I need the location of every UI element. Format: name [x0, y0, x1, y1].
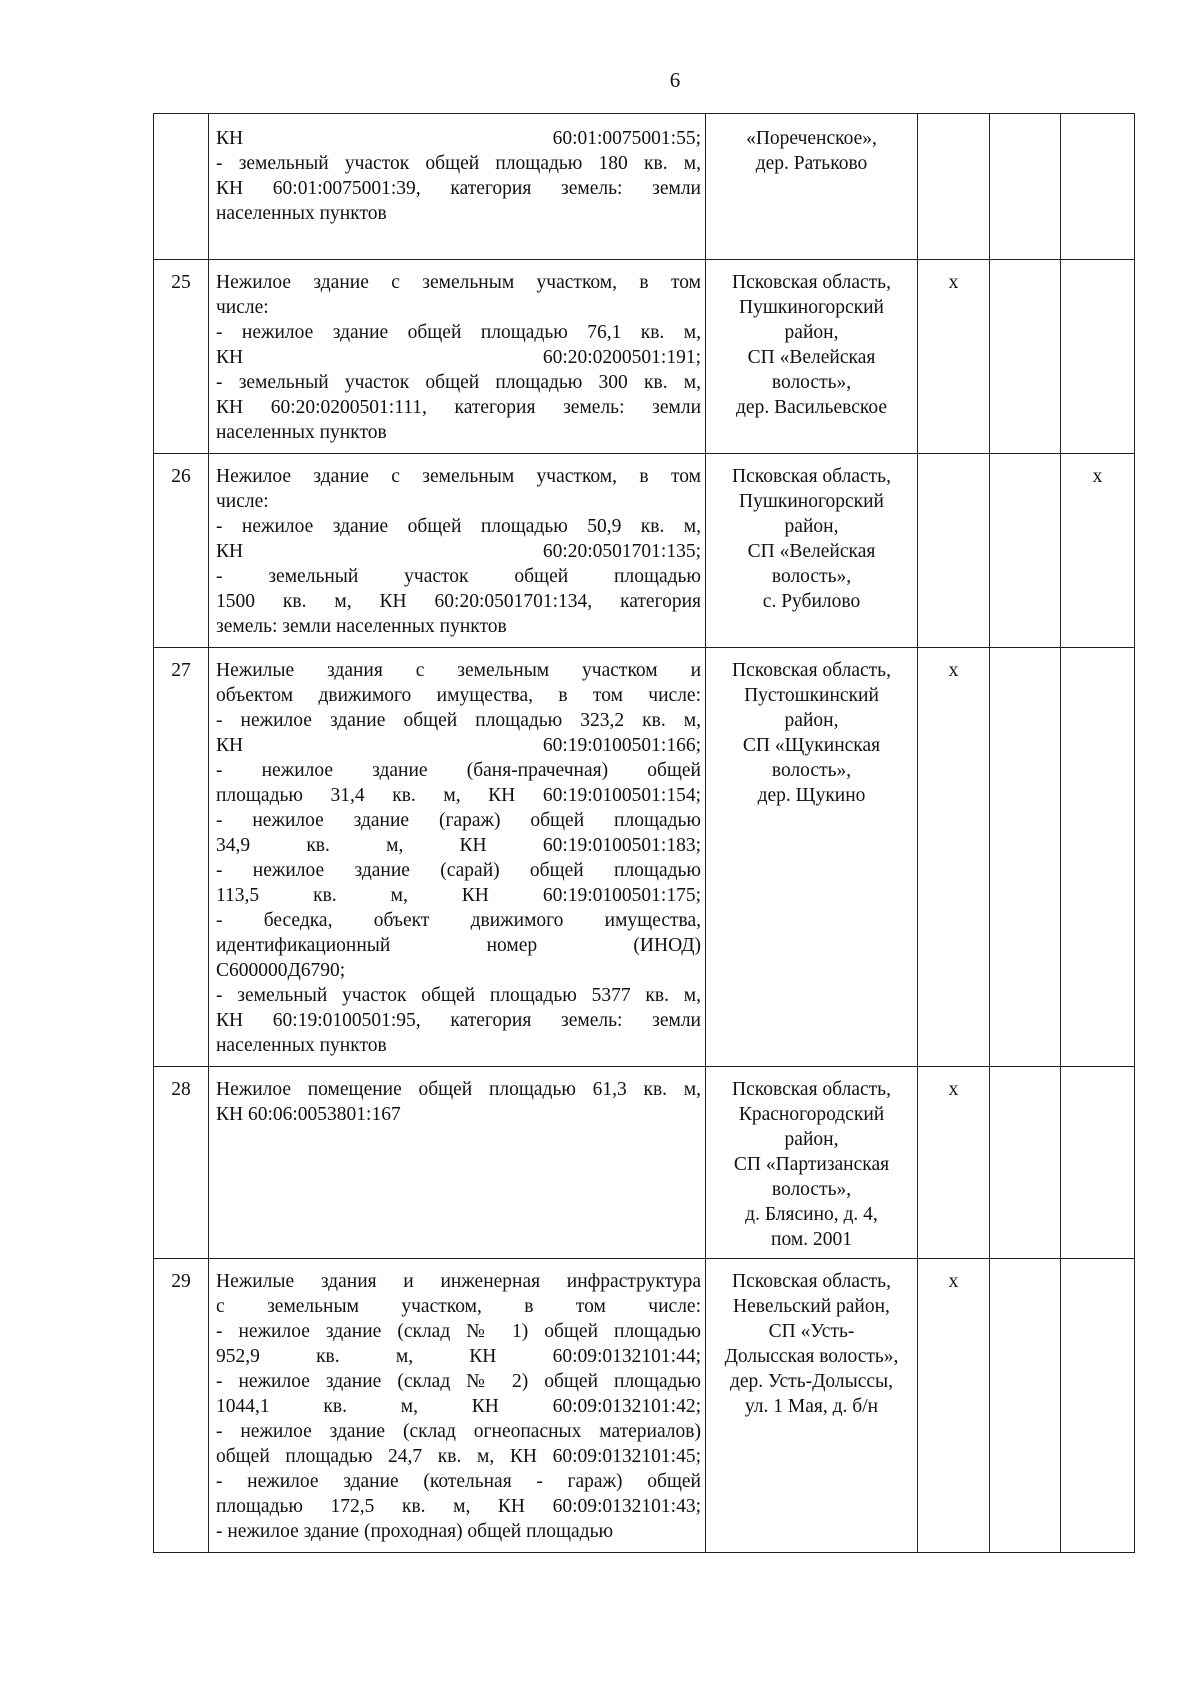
object-description — [209, 648, 706, 1067]
description-line: - земельный участок общей площадью 300 кв. м, — [216, 372, 701, 393]
object-location — [706, 1067, 918, 1259]
description-line: площадью 31,4 кв. м, КН 60:19:0100501:154; — [216, 785, 701, 806]
object-location — [706, 648, 918, 1067]
location-line: Невельский район, — [733, 1296, 890, 1317]
description-line: Нежилое помещение общей площадью 61,3 кв. м, — [216, 1079, 701, 1100]
location-line: СП «Усть- — [768, 1321, 855, 1342]
row-number — [154, 114, 209, 260]
location-line: дер. Щукино — [757, 785, 866, 806]
location-line: дер. Усть-Долыссы, — [729, 1371, 894, 1392]
description-line: - нежилое здание общей площадью 323,2 кв. м, — [216, 710, 701, 731]
mark-cell-1: х — [918, 1067, 990, 1259]
description-line: КН 60:20:0200501:191; — [216, 347, 701, 368]
mark-cell-1: х — [918, 648, 990, 1067]
mark-cell-3 — [1061, 1259, 1135, 1553]
description-line: 113,5 кв. м, КН 60:19:0100501:175; — [216, 885, 701, 906]
mark-cell-2 — [990, 1259, 1061, 1553]
description-line: - земельный участок общей площадью — [216, 566, 701, 587]
object-location — [706, 1259, 918, 1553]
mark-cell-3 — [1061, 648, 1135, 1067]
description-line: площадью 172,5 кв. м, КН 60:09:0132101:43; — [216, 1496, 701, 1517]
description-line: общей площадью 24,7 кв. м, КН 60:09:0132101:45; — [216, 1446, 701, 1467]
location-line: СП «Велейская — [747, 541, 876, 562]
object-description — [209, 454, 706, 648]
location-line: СП «Щукинская — [742, 735, 881, 756]
object-description — [209, 114, 706, 260]
mark-cell-3 — [1061, 114, 1135, 260]
mark-cell-1 — [918, 114, 990, 260]
location-line: пом. 2001 — [771, 1229, 852, 1250]
mark-cell-2 — [990, 648, 1061, 1067]
row-number: 29 — [154, 1259, 209, 1553]
location-line: волость», — [771, 566, 852, 587]
location-line: д. Блясино, д. 4, — [745, 1204, 878, 1225]
location-line: волость», — [771, 760, 852, 781]
description-line: числе: — [216, 297, 269, 318]
description-line: КН 60:01:0075001:55; — [216, 128, 701, 149]
row-number: 25 — [154, 260, 209, 454]
mark-cell-2 — [990, 1067, 1061, 1259]
row-number: 27 — [154, 648, 209, 1067]
description-line: 1500 кв. м, КН 60:20:0501701:134, категория — [216, 591, 701, 612]
mark-cell-1: х — [918, 1259, 990, 1553]
location-line: Пушкиногорский — [739, 491, 884, 512]
location-line: Пушкиногорский — [739, 297, 884, 318]
table-row — [154, 1067, 1135, 1259]
description-line: Нежилые здания и инженерная инфраструктура — [216, 1271, 701, 1292]
location-line: Красногородский — [738, 1104, 885, 1125]
location-line: район, — [784, 1129, 839, 1150]
mark-cell-3 — [1061, 260, 1135, 454]
property-table-body — [154, 114, 1135, 1553]
description-line: населенных пунктов — [216, 422, 387, 443]
description-line: КН 60:06:0053801:167 — [216, 1104, 401, 1125]
description-line: С600000Д6790; — [216, 960, 346, 981]
location-line: район, — [784, 322, 839, 343]
object-description — [209, 1067, 706, 1259]
description-line: - нежилое здание (склад огнеопасных материалов) — [216, 1421, 701, 1442]
table-row — [154, 1259, 1135, 1553]
object-location — [706, 114, 918, 260]
description-line: - нежилое здание (баня-прачечная) общей — [216, 760, 701, 781]
location-line: дер. Ратьково — [755, 153, 868, 174]
object-location — [706, 454, 918, 648]
description-line: числе: — [216, 491, 269, 512]
description-line: - нежилое здание (сарай) общей площадью — [216, 860, 701, 881]
location-line: волость», — [771, 1179, 852, 1200]
table-row — [154, 114, 1135, 260]
description-line: - земельный участок общей площадью 180 кв. м, — [216, 153, 701, 174]
row-number: 28 — [154, 1067, 209, 1259]
description-line: объектом движимого имущества, в том числе: — [216, 685, 701, 706]
description-line: населенных пунктов — [216, 1035, 387, 1056]
description-line: КН 60:20:0200501:111, категория земель: земли — [216, 397, 701, 418]
description-line: Нежилое здание с земельным участком, в том — [216, 272, 701, 293]
description-line: Нежилые здания с земельным участком и — [216, 660, 701, 681]
mark-cell-3 — [1061, 1067, 1135, 1259]
description-line: 952,9 кв. м, КН 60:09:0132101:44; — [216, 1346, 701, 1367]
description-line: 1044,1 кв. м, КН 60:09:0132101:42; — [216, 1396, 701, 1417]
property-table — [153, 113, 1135, 1553]
location-line: Псковская область, — [732, 1271, 891, 1292]
description-line: - нежилое здание (склад № 2) общей площадью — [216, 1371, 701, 1392]
description-line: - нежилое здание (склад № 1) общей площадью — [216, 1321, 701, 1342]
description-line: населенных пунктов — [216, 203, 387, 224]
description-line: идентификационный номер (ИНОД) — [216, 935, 701, 956]
location-line: дер. Васильевское — [736, 397, 887, 418]
description-line: - нежилое здание (проходная) общей площадью — [216, 1521, 614, 1542]
description-line: - земельный участок общей площадью 5377 кв. м, — [216, 985, 701, 1006]
location-line: СП «Велейская — [747, 347, 876, 368]
mark-cell-2 — [990, 454, 1061, 648]
location-line: Псковская область, — [732, 660, 891, 681]
description-line: Нежилое здание с земельным участком, в том — [216, 466, 701, 487]
mark-cell-2 — [990, 260, 1061, 454]
location-line: СП «Партизанская — [733, 1154, 890, 1175]
description-line: с земельным участком, в том числе: — [216, 1296, 701, 1317]
table-row — [154, 454, 1135, 648]
object-description — [209, 260, 706, 454]
description-line: КН 60:20:0501701:135; — [216, 541, 701, 562]
description-line: КН 60:19:0100501:166; — [216, 735, 701, 756]
location-line: район, — [784, 516, 839, 537]
mark-cell-1: х — [918, 260, 990, 454]
location-line: ул. 1 Мая, д. б/н — [744, 1396, 879, 1417]
description-line: - беседка, объект движимого имущества, — [216, 910, 701, 931]
description-line: - нежилое здание (гараж) общей площадью — [216, 810, 701, 831]
mark-cell-3: х — [1061, 454, 1135, 648]
location-line: Псковская область, — [732, 272, 891, 293]
description-line: КН 60:01:0075001:39, категория земель: земли — [216, 178, 701, 199]
location-line: район, — [784, 710, 839, 731]
location-line: Пустошкинский — [744, 685, 879, 706]
description-line: КН 60:19:0100501:95, категория земель: земли — [216, 1010, 701, 1031]
location-line: Долысская волость», — [724, 1346, 899, 1367]
description-line: 34,9 кв. м, КН 60:19:0100501:183; — [216, 835, 701, 856]
object-location — [706, 260, 918, 454]
location-line: «Пореченское», — [746, 128, 877, 149]
location-line: Псковская область, — [732, 1079, 891, 1100]
table-row — [154, 260, 1135, 454]
mark-cell-2 — [990, 114, 1061, 260]
description-line: - нежилое здание общей площадью 76,1 кв. м, — [216, 322, 701, 343]
row-number: 26 — [154, 454, 209, 648]
description-line: - нежилое здание общей площадью 50,9 кв. м, — [216, 516, 701, 537]
location-line: с. Рубилово — [762, 591, 861, 612]
mark-cell-1 — [918, 454, 990, 648]
location-line: волость», — [771, 372, 852, 393]
description-line: - нежилое здание (котельная - гараж) общей — [216, 1471, 701, 1492]
location-line: Псковская область, — [732, 466, 891, 487]
page-number: 6 — [669, 68, 681, 92]
table-row — [154, 648, 1135, 1067]
description-line: земель: земли населенных пунктов — [216, 616, 507, 637]
object-description — [209, 1259, 706, 1553]
